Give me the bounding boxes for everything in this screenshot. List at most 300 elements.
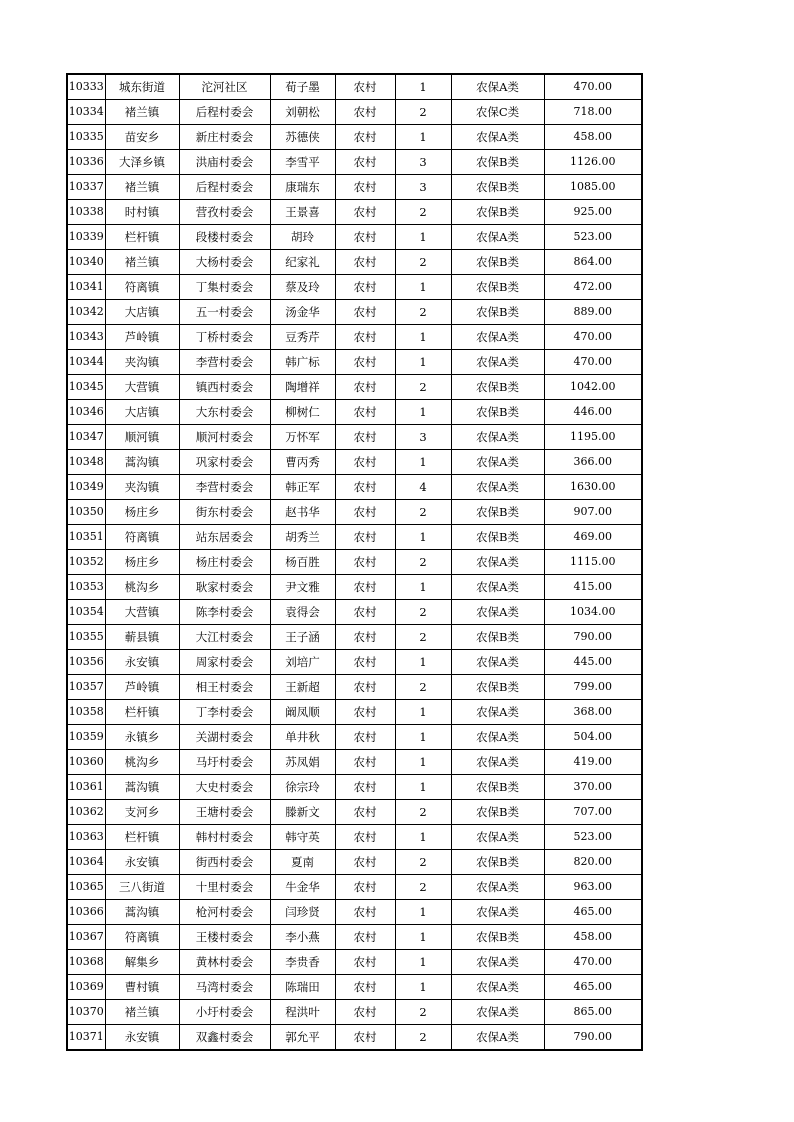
household-count-cell: 1 [395,575,451,600]
amount-cell: 370.00 [544,775,642,800]
name-cell: 陶增祥 [270,375,335,400]
record-id-cell: 10369 [67,975,105,1000]
household-count-cell: 2 [395,1000,451,1025]
insurance-category-cell: 农保A类 [451,975,544,1000]
table-row [67,425,642,450]
table-row [67,325,642,350]
amount-cell: 907.00 [544,500,642,525]
area-type-cell: 农村 [335,525,395,550]
insurance-category-cell: 农保B类 [451,275,544,300]
amount-cell: 470.00 [544,350,642,375]
insurance-category-cell: 农保A类 [451,750,544,775]
record-id-cell: 10365 [67,875,105,900]
table-row [67,225,642,250]
name-cell: 王景喜 [270,200,335,225]
amount-cell: 458.00 [544,925,642,950]
town-cell: 大店镇 [105,400,179,425]
area-type-cell: 农村 [335,650,395,675]
name-cell: 纪家礼 [270,250,335,275]
record-id-cell: 10354 [67,600,105,625]
village-committee-cell: 十里村委会 [179,875,270,900]
household-count-cell: 2 [395,100,451,125]
record-id-cell: 10336 [67,150,105,175]
household-count-cell: 1 [395,74,451,100]
record-id-cell: 10344 [67,350,105,375]
area-type-cell: 农村 [335,275,395,300]
area-type-cell: 农村 [335,550,395,575]
area-type-cell: 农村 [335,700,395,725]
town-cell: 褚兰镇 [105,1000,179,1025]
town-cell: 符离镇 [105,275,179,300]
amount-cell: 465.00 [544,900,642,925]
household-count-cell: 4 [395,475,451,500]
amount-cell: 1034.00 [544,600,642,625]
town-cell: 永安镇 [105,1025,179,1051]
village-committee-cell: 后程村委会 [179,100,270,125]
household-count-cell: 2 [395,500,451,525]
household-count-cell: 2 [395,850,451,875]
insurance-category-cell: 农保A类 [451,550,544,575]
area-type-cell: 农村 [335,300,395,325]
household-count-cell: 2 [395,300,451,325]
insurance-category-cell: 农保B类 [451,150,544,175]
record-id-cell: 10345 [67,375,105,400]
name-cell: 苏凤娟 [270,750,335,775]
area-type-cell: 农村 [335,125,395,150]
record-id-cell: 10367 [67,925,105,950]
record-id-cell: 10363 [67,825,105,850]
amount-cell: 1115.00 [544,550,642,575]
town-cell: 芦岭镇 [105,675,179,700]
town-cell: 夹沟镇 [105,350,179,375]
town-cell: 蒿沟镇 [105,450,179,475]
amount-cell: 470.00 [544,74,642,100]
amount-cell: 1126.00 [544,150,642,175]
amount-cell: 790.00 [544,625,642,650]
household-count-cell: 2 [395,800,451,825]
village-committee-cell: 马圩村委会 [179,750,270,775]
village-committee-cell: 营孜村委会 [179,200,270,225]
household-count-cell: 2 [395,550,451,575]
area-type-cell: 农村 [335,975,395,1000]
amount-cell: 504.00 [544,725,642,750]
town-cell: 解集乡 [105,950,179,975]
table-row [67,1000,642,1025]
village-committee-cell: 站东居委会 [179,525,270,550]
village-committee-cell: 后程村委会 [179,175,270,200]
record-id-cell: 10357 [67,675,105,700]
name-cell: 滕新文 [270,800,335,825]
record-id-cell: 10337 [67,175,105,200]
amount-cell: 465.00 [544,975,642,1000]
name-cell: 徐宗玲 [270,775,335,800]
household-count-cell: 2 [395,250,451,275]
record-id-cell: 10352 [67,550,105,575]
village-committee-cell: 街东村委会 [179,500,270,525]
area-type-cell: 农村 [335,175,395,200]
table-row [67,525,642,550]
insurance-category-cell: 农保A类 [451,700,544,725]
table-row [67,650,642,675]
village-committee-cell: 马湾村委会 [179,975,270,1000]
amount-cell: 1630.00 [544,475,642,500]
town-cell: 杨庄乡 [105,500,179,525]
table-row [67,875,642,900]
table-row [67,100,642,125]
record-id-cell: 10333 [67,74,105,100]
household-count-cell: 1 [395,650,451,675]
area-type-cell: 农村 [335,750,395,775]
name-cell: 陈瑞田 [270,975,335,1000]
insurance-category-cell: 农保B类 [451,850,544,875]
area-type-cell: 农村 [335,450,395,475]
name-cell: 万怀军 [270,425,335,450]
area-type-cell: 农村 [335,725,395,750]
name-cell: 李贵香 [270,950,335,975]
household-count-cell: 1 [395,275,451,300]
table-body [67,74,642,1050]
record-id-cell: 10360 [67,750,105,775]
area-type-cell: 农村 [335,425,395,450]
area-type-cell: 农村 [335,200,395,225]
name-cell: 夏南 [270,850,335,875]
village-committee-cell: 街西村委会 [179,850,270,875]
household-count-cell: 1 [395,775,451,800]
table-row [67,275,642,300]
amount-cell: 470.00 [544,325,642,350]
name-cell: 刘朝松 [270,100,335,125]
record-id-cell: 10350 [67,500,105,525]
town-cell: 时村镇 [105,200,179,225]
village-committee-cell: 大江村委会 [179,625,270,650]
insurance-category-cell: 农保B类 [451,200,544,225]
household-count-cell: 1 [395,350,451,375]
name-cell: 杨百胜 [270,550,335,575]
table-row [67,125,642,150]
name-cell: 王子涵 [270,625,335,650]
record-id-cell: 10349 [67,475,105,500]
insurance-category-cell: 农保B类 [451,300,544,325]
area-type-cell: 农村 [335,875,395,900]
household-count-cell: 2 [395,875,451,900]
table-row [67,1025,642,1051]
household-count-cell: 1 [395,725,451,750]
name-cell: 韩正军 [270,475,335,500]
town-cell: 蒿沟镇 [105,900,179,925]
insurance-category-cell: 农保A类 [451,1025,544,1051]
table-row [67,675,642,700]
area-type-cell: 农村 [335,925,395,950]
area-type-cell: 农村 [335,850,395,875]
record-id-cell: 10351 [67,525,105,550]
name-cell: 阚凤顺 [270,700,335,725]
record-id-cell: 10361 [67,775,105,800]
table-row [67,475,642,500]
insurance-category-cell: 农保B类 [451,250,544,275]
insurance-category-cell: 农保A类 [451,74,544,100]
household-count-cell: 3 [395,175,451,200]
area-type-cell: 农村 [335,900,395,925]
table-row [67,750,642,775]
amount-cell: 790.00 [544,1025,642,1051]
household-count-cell: 1 [395,325,451,350]
village-committee-cell: 五一村委会 [179,300,270,325]
table-row [67,150,642,175]
town-cell: 栏杆镇 [105,225,179,250]
name-cell: 袁得会 [270,600,335,625]
household-count-cell: 1 [395,450,451,475]
village-committee-cell: 王塘村委会 [179,800,270,825]
insurance-category-cell: 农保A类 [451,600,544,625]
table-row [67,350,642,375]
record-id-cell: 10348 [67,450,105,475]
table-row [67,725,642,750]
name-cell: 苏德侠 [270,125,335,150]
record-id-cell: 10355 [67,625,105,650]
household-count-cell: 1 [395,975,451,1000]
town-cell: 符离镇 [105,925,179,950]
name-cell: 柳树仁 [270,400,335,425]
area-type-cell: 农村 [335,800,395,825]
area-type-cell: 农村 [335,1025,395,1051]
amount-cell: 864.00 [544,250,642,275]
town-cell: 褚兰镇 [105,100,179,125]
insurance-category-cell: 农保C类 [451,100,544,125]
town-cell: 蒿沟镇 [105,775,179,800]
table-row [67,250,642,275]
village-committee-cell: 枪河村委会 [179,900,270,925]
amount-cell: 707.00 [544,800,642,825]
name-cell: 程洪叶 [270,1000,335,1025]
village-committee-cell: 小圩村委会 [179,1000,270,1025]
record-id-cell: 10366 [67,900,105,925]
name-cell: 韩守英 [270,825,335,850]
area-type-cell: 农村 [335,1000,395,1025]
area-type-cell: 农村 [335,675,395,700]
record-id-cell: 10370 [67,1000,105,1025]
village-committee-cell: 丁桥村委会 [179,325,270,350]
village-committee-cell: 王楼村委会 [179,925,270,950]
town-cell: 栏杆镇 [105,825,179,850]
insurance-category-cell: 农保B类 [451,175,544,200]
insurance-category-cell: 农保B类 [451,800,544,825]
household-count-cell: 1 [395,700,451,725]
village-committee-cell: 陈李村委会 [179,600,270,625]
name-cell: 尹文雅 [270,575,335,600]
table-row [67,500,642,525]
record-id-cell: 10343 [67,325,105,350]
town-cell: 大营镇 [105,375,179,400]
record-id-cell: 10339 [67,225,105,250]
table-row [67,900,642,925]
name-cell: 单井秋 [270,725,335,750]
record-id-cell: 10353 [67,575,105,600]
village-committee-cell: 双鑫村委会 [179,1025,270,1051]
household-count-cell: 2 [395,375,451,400]
household-count-cell: 3 [395,150,451,175]
village-committee-cell: 大史村委会 [179,775,270,800]
amount-cell: 470.00 [544,950,642,975]
town-cell: 永安镇 [105,650,179,675]
town-cell: 芦岭镇 [105,325,179,350]
town-cell: 大营镇 [105,600,179,625]
town-cell: 永镇乡 [105,725,179,750]
insurance-category-cell: 农保B类 [451,925,544,950]
village-committee-cell: 丁李村委会 [179,700,270,725]
name-cell: 康瑞东 [270,175,335,200]
village-committee-cell: 段楼村委会 [179,225,270,250]
insurance-category-cell: 农保B类 [451,675,544,700]
household-count-cell: 1 [395,925,451,950]
amount-cell: 472.00 [544,275,642,300]
table-row [67,550,642,575]
table-row [67,850,642,875]
village-committee-cell: 新庄村委会 [179,125,270,150]
table-row [67,400,642,425]
table-row [67,450,642,475]
record-id-cell: 10341 [67,275,105,300]
name-cell: 闫珍贤 [270,900,335,925]
village-committee-cell: 沱河社区 [179,74,270,100]
insurance-category-cell: 农保A类 [451,125,544,150]
area-type-cell: 农村 [335,825,395,850]
record-id-cell: 10335 [67,125,105,150]
table-row [67,74,642,100]
name-cell: 荀子墨 [270,74,335,100]
record-id-cell: 10346 [67,400,105,425]
name-cell: 牛金华 [270,875,335,900]
amount-cell: 963.00 [544,875,642,900]
insurance-category-cell: 农保B类 [451,500,544,525]
household-count-cell: 2 [395,675,451,700]
assistance-table [66,73,643,1051]
household-count-cell: 3 [395,425,451,450]
town-cell: 夹沟镇 [105,475,179,500]
area-type-cell: 农村 [335,225,395,250]
town-cell: 符离镇 [105,525,179,550]
town-cell: 支河乡 [105,800,179,825]
amount-cell: 820.00 [544,850,642,875]
town-cell: 顺河镇 [105,425,179,450]
amount-cell: 415.00 [544,575,642,600]
amount-cell: 865.00 [544,1000,642,1025]
table-row [67,300,642,325]
record-id-cell: 10356 [67,650,105,675]
household-count-cell: 1 [395,950,451,975]
record-id-cell: 10362 [67,800,105,825]
insurance-category-cell: 农保A类 [451,825,544,850]
amount-cell: 925.00 [544,200,642,225]
area-type-cell: 农村 [335,375,395,400]
village-committee-cell: 大东村委会 [179,400,270,425]
town-cell: 蕲县镇 [105,625,179,650]
insurance-category-cell: 农保A类 [451,350,544,375]
name-cell: 蔡及玲 [270,275,335,300]
amount-cell: 1195.00 [544,425,642,450]
town-cell: 栏杆镇 [105,700,179,725]
insurance-category-cell: 农保B类 [451,400,544,425]
table-row [67,825,642,850]
amount-cell: 1085.00 [544,175,642,200]
table-row [67,950,642,975]
record-id-cell: 10342 [67,300,105,325]
area-type-cell: 农村 [335,500,395,525]
amount-cell: 458.00 [544,125,642,150]
household-count-cell: 1 [395,125,451,150]
table-row [67,700,642,725]
insurance-category-cell: 农保B类 [451,525,544,550]
village-committee-cell: 巩家村委会 [179,450,270,475]
table-row [67,175,642,200]
record-id-cell: 10359 [67,725,105,750]
table-row [67,575,642,600]
area-type-cell: 农村 [335,350,395,375]
name-cell: 韩广标 [270,350,335,375]
insurance-category-cell: 农保A类 [451,725,544,750]
insurance-category-cell: 农保B类 [451,375,544,400]
name-cell: 胡玲 [270,225,335,250]
area-type-cell: 农村 [335,400,395,425]
insurance-category-cell: 农保A类 [451,575,544,600]
area-type-cell: 农村 [335,100,395,125]
name-cell: 曹丙秀 [270,450,335,475]
table-row [67,625,642,650]
name-cell: 李小燕 [270,925,335,950]
insurance-category-cell: 农保A类 [451,650,544,675]
town-cell: 城东街道 [105,74,179,100]
insurance-category-cell: 农保A类 [451,425,544,450]
amount-cell: 1042.00 [544,375,642,400]
household-count-cell: 2 [395,1025,451,1051]
name-cell: 郭允平 [270,1025,335,1051]
record-id-cell: 10340 [67,250,105,275]
amount-cell: 523.00 [544,225,642,250]
village-committee-cell: 韩村村委会 [179,825,270,850]
household-count-cell: 1 [395,225,451,250]
area-type-cell: 农村 [335,950,395,975]
table-row [67,775,642,800]
household-count-cell: 2 [395,625,451,650]
area-type-cell: 农村 [335,575,395,600]
insurance-category-cell: 农保A类 [451,900,544,925]
amount-cell: 718.00 [544,100,642,125]
village-committee-cell: 李营村委会 [179,350,270,375]
amount-cell: 523.00 [544,825,642,850]
area-type-cell: 农村 [335,600,395,625]
table-row [67,200,642,225]
insurance-category-cell: 农保A类 [451,875,544,900]
village-committee-cell: 大杨村委会 [179,250,270,275]
amount-cell: 469.00 [544,525,642,550]
table-row [67,375,642,400]
town-cell: 桃沟乡 [105,575,179,600]
amount-cell: 368.00 [544,700,642,725]
insurance-category-cell: 农保B类 [451,625,544,650]
amount-cell: 445.00 [544,650,642,675]
name-cell: 刘培广 [270,650,335,675]
household-count-cell: 1 [395,750,451,775]
name-cell: 胡秀兰 [270,525,335,550]
village-committee-cell: 洪庙村委会 [179,150,270,175]
amount-cell: 419.00 [544,750,642,775]
table-row [67,975,642,1000]
household-count-cell: 1 [395,900,451,925]
village-committee-cell: 关湖村委会 [179,725,270,750]
town-cell: 永安镇 [105,850,179,875]
name-cell: 赵书华 [270,500,335,525]
area-type-cell: 农村 [335,625,395,650]
village-committee-cell: 顺河村委会 [179,425,270,450]
